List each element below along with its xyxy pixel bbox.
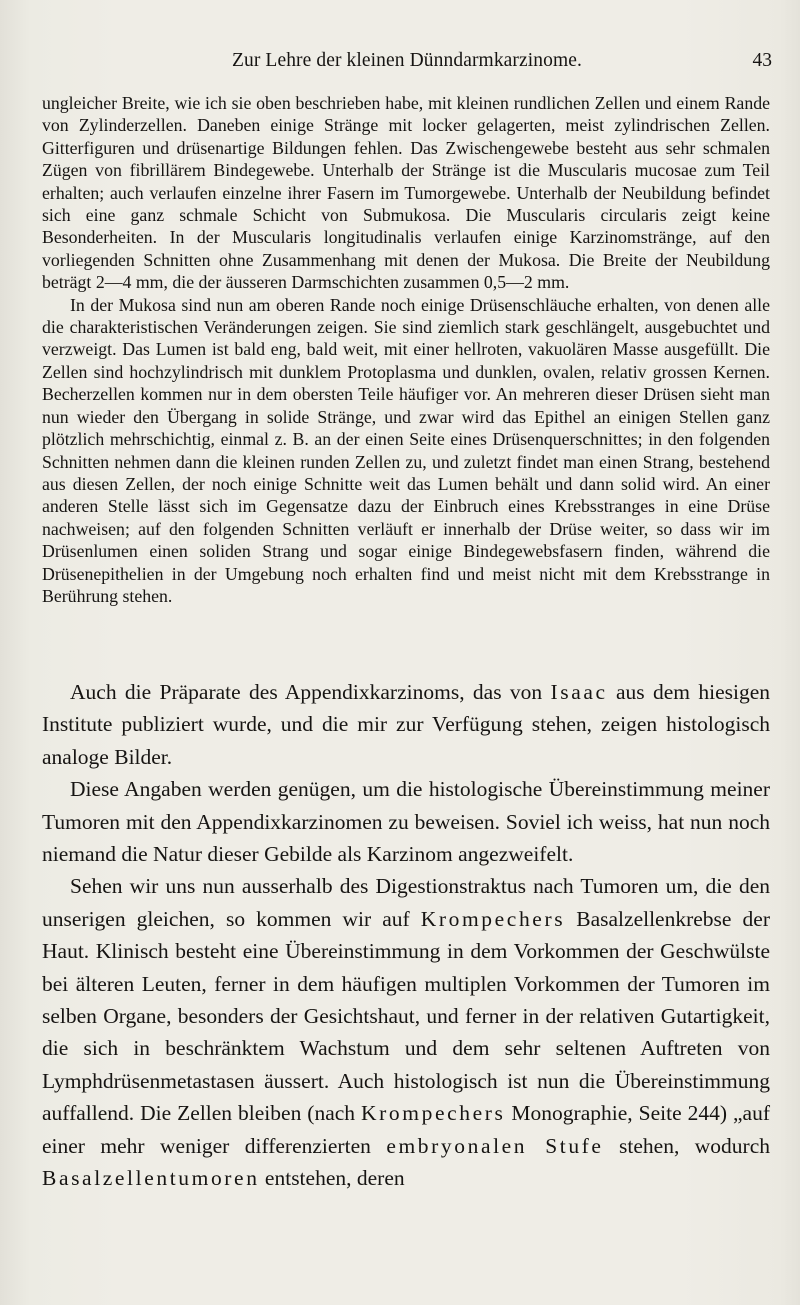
term-embryonal-stage: embryonalen Stufe [386, 1133, 604, 1158]
main-text-block [42, 676, 770, 1195]
paragraph-mucosa-glands: In der Mukosa sind nun am oberen Rande noch einige Drüsenschläuche erhalten, von denen alle die charakteristischen Veränderungen zeigen. Sie sind ziemlich stark geschlängelt, ausgebuchtet und verzweigt. Das Lumen ist bald eng, bald weit, mit einer hellroten, vakuolären Masse ausgefüllt. Die Zellen sind hochzylindrisch mit dunklem Protoplasma und dunklen, ovalen, relativ grossen Kernen. Becherzellen kommen nur in dem obersten Teile häufiger vor. An mehreren dieser Drüsen sieht man nun wieder den Übergang in solide Stränge, und zwar wird das Epithel an einigen Stellen ganz plötzlich mehrschichtig, einmal z. B. an der einen Seite eines Drüsenquerschnittes; in den folgenden Schnitten nehmen dann die kleinen runden Zellen zu, und zuletzt findet man einen Strang, bestehend aus diesen Zellen, der noch einige Schnitte weit das Lumen behält und dann solid wird. An einer anderen Stelle lässt sich im Gegensatze dazu der Einbruch eines Krebsstranges in eine Drüse nachweisen; auf den folgenden Schnitten verläuft er innerhalb der Drüse weiter, so dass wir im Drüsenlumen einen soliden Strang und sogar einige Bindegewebsfasern finden, während die Drüsenepithelien in der Umgebung noch erhalten find und meist nicht mit dem Krebsstrange in Berührung stehen. [42, 294, 770, 606]
text-run: Auch die Präparate des Appendixkarzinoms, das von [70, 680, 551, 704]
text-run: Monographie, Seite 244) „auf einer mehr weniger differenzierten [42, 1101, 770, 1158]
running-title: Zur Lehre der kleinen Dünndarmkarzinome. [232, 50, 582, 71]
author-name-isaac: Isaac [550, 680, 608, 704]
paragraph-appendix-preparations [42, 676, 770, 773]
text-run: aus dem hiesigen Institute publiziert wurde, und die mir zur Verfügung stehen, zeigen histologisch analoge Bilder. [42, 680, 770, 769]
paragraph-tumor-description: ungleicher Breite, wie ich sie oben beschrieben habe, mit kleinen rundlichen Zellen und einem Rande von Zylinderzellen. Daneben einige Stränge mit locker gelagerten, meist zylindrischen Zellen. Gitterfiguren und drüsenartige Bildungen fehlen. Das Zwischengewebe besteht aus sehr schmalen Zügen von fibrillärem Bindegewebe. Unterhalb der Stränge ist die Muscularis mucosae zum Teil erhalten; auch verlaufen einzelne ihrer Fasern im Tumorgewebe. Unterhalb der Neubildung befindet sich eine ganz schmale Schicht von Submukosa. Die Muscularis circularis zeigt keine Besonderheiten. In der Muscularis longitudinalis verlaufen einige Karzinomstränge, auf den vorliegenden Schnitten ohne Zusammenhang mit denen der Mukosa. Die Breite der Neubildung beträgt 2—4 mm, die der äusseren Darmschichten zusammen 0,5—2 mm. [42, 93, 770, 293]
text-run: Basalzellenkrebse der Haut. Klinisch besteht eine Übereinstimmung in dem Vorkommen der Geschwülste bei älteren Leuten, ferner in dem häufigen multiplen Vorkommen der Tumoren im selben Organe, besonders der Gesichtshaut, und ferner in der relativen Gutartigkeit, die sich in beschränktem Wachstum und dem sehr seltenen Auftreten von Lymphdrüsenmetastasen äussert. Auch histologisch ist nun die Übereinstimmung auffallend. Die Zellen bleiben (nach [42, 906, 770, 1126]
paragraph-basal-cell-comparison [42, 870, 770, 1194]
running-header [42, 50, 772, 78]
page-number: 43 [752, 50, 772, 71]
small-print-block [42, 92, 770, 607]
text-run: entstehen, deren [259, 1166, 405, 1191]
author-name-krompecher: Krompechers [420, 906, 566, 931]
text-run: stehen, wodurch [603, 1133, 770, 1158]
author-name-krompecher-2: Krompechers [361, 1101, 506, 1126]
term-basal-cell-tumors: Basalzellentumoren [42, 1166, 260, 1191]
paragraph-agreement: Diese Angaben werden genügen, um die histologische Übereinstimmung meiner Tumoren mit den Appendixkarzinomen zu beweisen. Soviel ich weiss, hat nun noch niemand die Natur dieser Gebilde als Karzinom angezweifelt. [42, 777, 770, 867]
text-run: Sehen wir uns nun ausserhalb des Digestionstraktus nach Tumoren um, die den unserigen gleichen, so kommen wir auf [42, 874, 770, 931]
